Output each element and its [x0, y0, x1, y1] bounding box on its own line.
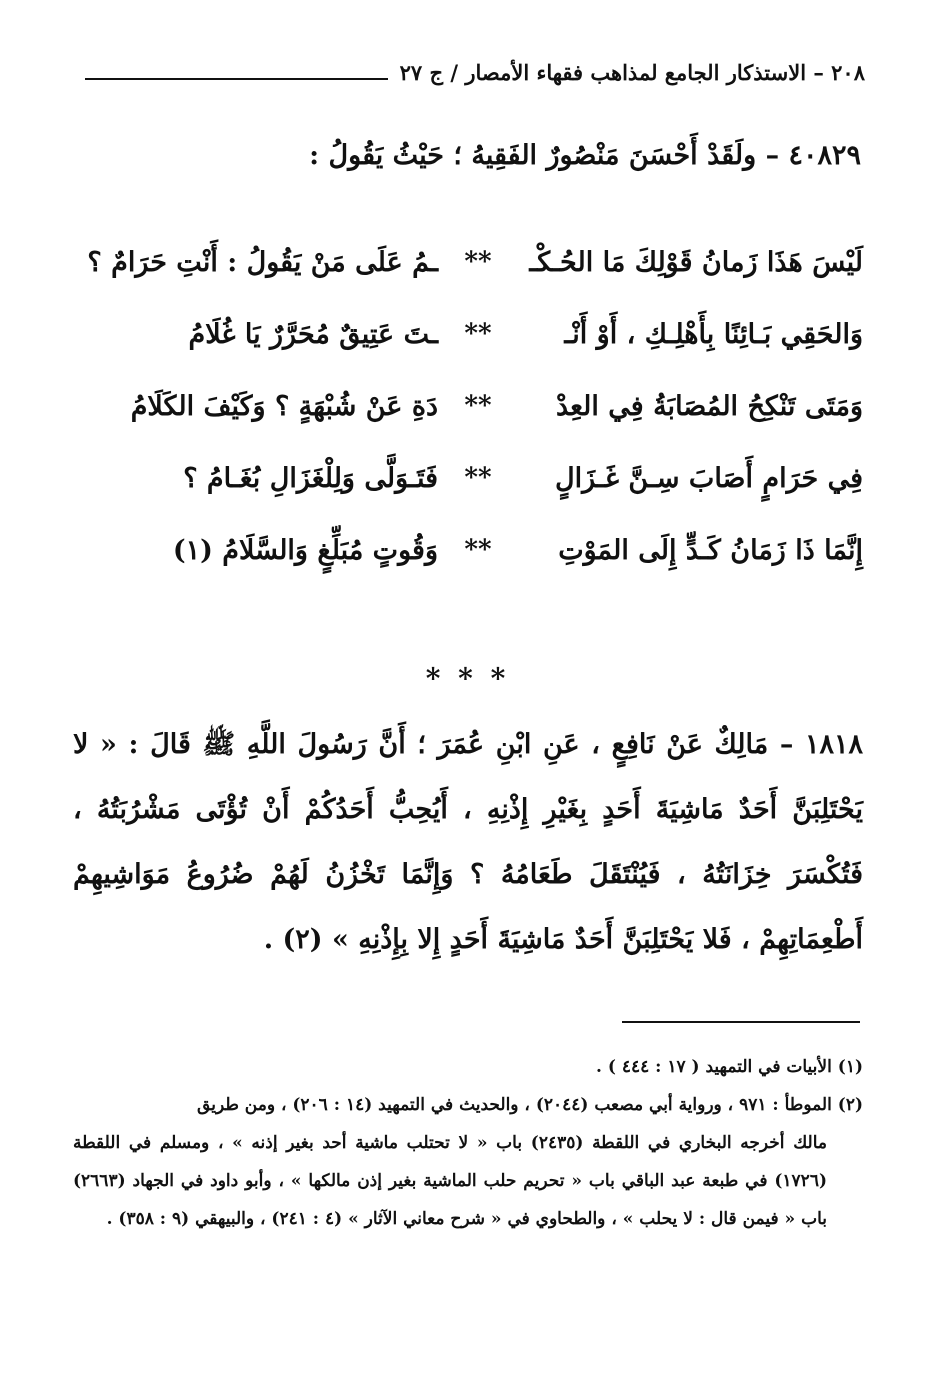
- verse-first-hemistich: فِي حَرَامٍ أَصَابَ سِـنَّ غَـزَالٍ: [554, 462, 863, 494]
- verse-first-hemistich: إِنَّمَا ذَا زَمَانُ كَـدٍّ إِلَى المَوْتِ: [558, 534, 863, 566]
- running-header: [85, 52, 865, 92]
- verse: [68, 226, 863, 298]
- verse-first-hemistich: وَمَتَى تَنْكِحُ المُصَابَةُ فِي العِدْ: [555, 390, 863, 422]
- section-ornament: * * *: [425, 662, 510, 695]
- header-rule: [85, 78, 388, 80]
- footnote-rule: [622, 1021, 860, 1023]
- verse-separator: **: [464, 463, 492, 493]
- verse: [68, 370, 863, 442]
- verse-separator: **: [464, 247, 492, 277]
- verse-first-hemistich: لَيْسَ هَذَا زَمانُ قَوْلِكَ مَا الحُـكْـ: [529, 246, 863, 278]
- verse: [68, 298, 863, 370]
- verse-separator: **: [464, 319, 492, 349]
- verse-second-hemistich: ـمُ عَلَى مَنْ يَقُولُ : أَنْتِ حَرَامٌ ؟: [87, 246, 438, 278]
- verse-second-hemistich: فَتَـوَلَّى وَلِلْغَزَالِ بُغَـامُ ؟: [183, 462, 438, 494]
- verse-separator: **: [464, 535, 492, 565]
- verse-second-hemistich: وَقُوتٍ مُبَلِّغٍ وَالسَّلَامُ (١): [172, 534, 438, 566]
- verse: [68, 514, 863, 586]
- verse-second-hemistich: ـتَ عَتِيقٌ مُحَرَّرٌ يَا غُلَامُ: [188, 318, 438, 350]
- verse-separator: **: [464, 391, 492, 421]
- footnotes: [73, 1048, 863, 1238]
- footnote-2-continuation: مالك أخرجه البخاري في اللقطة (٢٤٣٥) باب « لا تحتلب ماشية أحد بغير إذنه » ، ومسلم في اللقطة (١٧٢٦) في طبعة عبد الباقي باب « تحريم حلب الماشية بغير إذن مالكها » ، وأبو داود في الجهاد (٢٦٦٣) باب « فيمن قال : لا يحلب » ، والطحاوي في « شرح معاني الآثار » (٤ : ٢٤١) ، والبيهقي (٩ : ٣٥٨) .: [73, 1133, 828, 1229]
- footnote-1: (١) الأبيات في التمهيد ( ١٧ : ٤٤٤ ) .: [596, 1057, 863, 1077]
- hadith-paragraph: ١٨١٨ – مَالِكٌ عَنْ نَافِعٍ ، عَنِ ابْنِ عُمَرَ ؛ أَنَّ رَسُولَ اللَّهِ ﷺ قَالَ : « لا يَحْتَلِبَنَّ أَحَدٌ مَاشِيَةَ أَحَدٍ بِغَيْرِ إِذْنِهِ ، أَيُحِبُّ أَحَدُكُمْ أَنْ تُؤْتَى مَشْرُبَتُهُ ، فَتُكْسَرَ خِزَانَتُهُ ، فَيُنْتَقَلَ طَعَامُهُ ؟ وَإِنَّمَا تَخْزُنُ لَهُمْ ضُرُوعُ مَوَاشِيهِمْ أَطْعِمَاتِهِمْ ، فَلا يَحْتَلِبَنَّ أَحَدٌ مَاشِيَةَ أَحَدٍ إِلا بِإِذْنِهِ » (٢) .: [73, 729, 863, 955]
- footnote-2: (٢) الموطأ : ٩٧١ ، ورواية أبي مصعب (٢٠٤٤) ، والحديث في التمهيد (١٤ : ٢٠٦) ، ومن طريق: [197, 1095, 863, 1115]
- poem: [68, 226, 863, 586]
- verse-second-hemistich: دَةِ عَنْ شُبْهَةٍ ؟ وَكَيْفَ الكَلَامُ: [130, 390, 438, 422]
- verse: [68, 442, 863, 514]
- header-title: ٢٠٨ – الاستذكار الجامع لمذاهب فقهاء الأمصار / ج ٢٧: [399, 59, 865, 85]
- verse-first-hemistich: وَالحَقِي بَـائِنًا بِأَهْلِـكِ ، أَوْ أَنْـ: [564, 318, 863, 350]
- intro-line: ٤٠٨٢٩ – ولَقَدْ أَحْسَنَ مَنْصُورٌ الفَقِيهُ ؛ حَيْثُ يَقُولُ :: [309, 140, 861, 171]
